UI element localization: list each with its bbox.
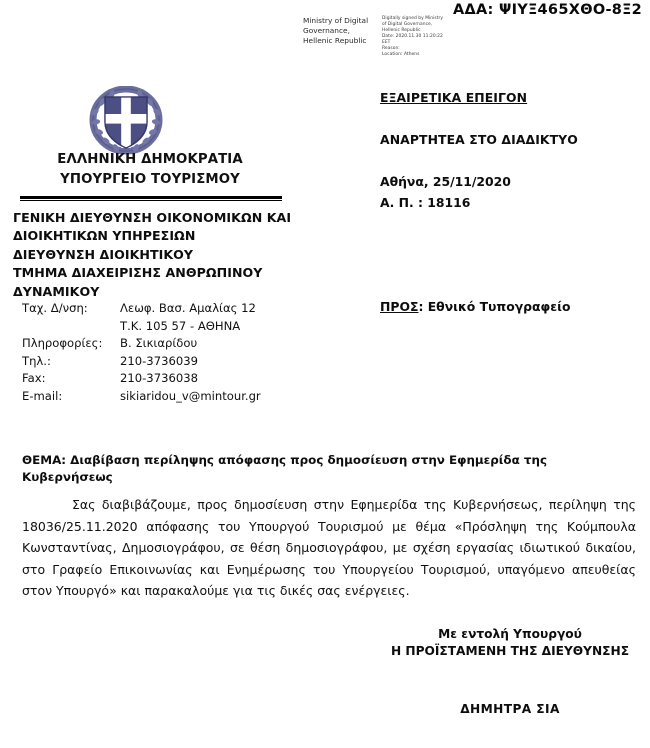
header-divider [20, 196, 282, 201]
recipient-value: : Εθνικό Τυπογραφείο [418, 299, 571, 314]
contact-value: 210-3736038 [120, 371, 198, 386]
signature-signed-by-line3: Hellenic Republic [382, 28, 421, 34]
republic-name: ΕΛΛΗΝΙΚΗ ΔΗΜΟΚΡΑΤΙΑ [57, 152, 243, 167]
contact-row [22, 300, 322, 318]
contact-row [22, 353, 322, 371]
contact-row [22, 370, 322, 388]
signature-title-block [390, 626, 630, 661]
contact-row [22, 318, 322, 336]
department-line-1: ΓΕΝΙΚΗ ΔΙΕΥΘΥΝΣΗ ΟΙΚΟΝΟΜΙΚΩΝ ΚΑΙ [13, 210, 292, 225]
ada-code: ΑΔΑ: ΨΙΥΞ465ΧΘΟ-8Ξ2 [452, 2, 642, 18]
department-line-2: ΔΙΟΙΚΗΤΙΚΩΝ ΥΠΗΡΕΣΙΩΝ [13, 228, 196, 244]
contact-row [22, 335, 322, 353]
publishable-label: ΑΝΑΡΤΗΤΕΑ ΣΤΟ ΔΙΑΔΙΚΤΥΟ [380, 132, 578, 147]
digital-signature-block [303, 16, 503, 59]
contact-value: Λεωφ. Βασ. Αμαλίας 12 [120, 301, 256, 315]
signature-authority: Ministry of Digital Governance, Hellenic Republic [303, 16, 369, 45]
protocol-number: Α. Π. : 18116 [380, 195, 471, 210]
contact-value: Β. Σικιαρίδου [120, 336, 198, 351]
signature-timezone: EET [382, 40, 391, 46]
recipient-line [380, 299, 570, 314]
signature-details [382, 16, 494, 59]
department-block [13, 209, 343, 301]
contact-value: Τ.Κ. 105 57 - ΑΘΗΝΑ [120, 318, 241, 333]
signature-by-order: Με εντολή Υπουργού [438, 627, 582, 641]
contact-details [22, 300, 322, 406]
coat-of-arms-emblem [86, 86, 166, 158]
contact-email-value: sikiaridou_v@mintour.gr [120, 389, 261, 404]
department-line-4: ΤΜΗΜΑ ΔΙΑΧΕΙΡΙΣΗΣ ΑΝΘΡΩΠΙΝΟΥ ΔΥΝΑΜΙΚΟΥ [13, 265, 263, 299]
department-line-3: ΔΙΕΥΘΥΝΣΗ ΔΙΟΙΚΗΤΙΚΟΥ [13, 246, 194, 262]
contact-label: Ταχ. Δ/νση: [22, 301, 88, 315]
contact-label: Fax: [22, 371, 46, 386]
signature-location: Location: Athens [382, 52, 420, 58]
recipient-label: ΠΡΟΣ [380, 299, 419, 314]
organization-names [0, 150, 300, 190]
signature-date: Date: 2020.11.30 11:20:22 [382, 34, 443, 40]
header-right-column [380, 90, 645, 210]
contact-value: 210-3736039 [120, 353, 198, 368]
contact-row [22, 388, 322, 406]
place-date: Αθήνα, 25/11/2020 [380, 174, 511, 189]
urgent-label: ΕΞΑΙΡΕΤΙΚΑ ΕΠΕΙΓΟΝ [380, 90, 528, 105]
contact-label: Πληροφορίες: [22, 336, 103, 351]
signature-reason: Reason: [382, 46, 400, 52]
shield-with-cross-icon [105, 97, 147, 148]
signature-position-title: Η ΠΡΟΪΣΤΑΜΕΝΗ ΤΗΣ ΔΙΕΥΘΥΝΣΗΣ [390, 644, 630, 659]
contact-label: E-mail: [22, 389, 63, 404]
signature-signed-by-line1: Digitally signed by Ministry [382, 16, 444, 21]
signature-signed-by-line2: of Digital Governance, [382, 22, 433, 28]
subject-line: ΘΕΜΑ: Διαβίβαση περίληψης απόφασης προς δημοσίευση στην Εφημερίδα της Κυβερνήσεως [22, 453, 548, 484]
contact-label: Τηλ.: [22, 353, 51, 368]
body-paragraph: Σας διαβιβάζουμε, προς δημοσίευση στην Εφημερίδα της Κυβερνήσεως, περίληψη της 18036/25.11.2020 απόφασης του Υπουργού Τουρισμού με θέμα «Πρόσληψη της Κούμπουλα Κωνσταντίνας, Δημοσιογράφου, σε θέση δημοσιογράφου, με σχέση εργασίας ιδιωτικού δικαίου, στο Γραφείο Επικοινωνίας και Ενημέρωσης του Υπουργείου Τουρισμού, υπαγόμενο απευθείας στον Υπουργό» και παρακαλούμε για τις δικές σας ενέργειες. [22, 497, 636, 598]
signatory-name: ΔΗΜΗΤΡΑ ΣΙΑ [460, 702, 560, 716]
ministry-name: ΥΠΟΥΡΓΕΙΟ ΤΟΥΡΙΣΜΟΥ [60, 172, 240, 188]
